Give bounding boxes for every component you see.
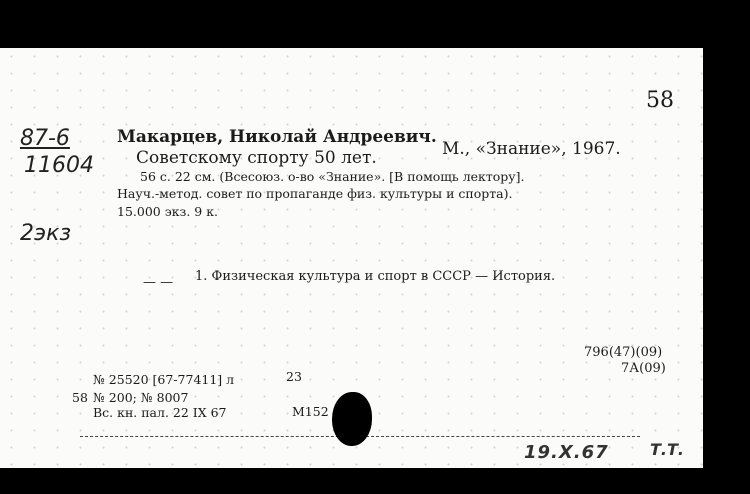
registration-line-1: № 25520 [67-77411] л — [93, 372, 235, 387]
registration-line-2: № 200; № 8007 — [93, 390, 189, 405]
bottom-black-border — [0, 468, 750, 494]
page-number: 58 — [646, 88, 674, 113]
subject-dash: — — — [143, 275, 174, 290]
registration-line-3: Вс. кн. пал. 22 IX 67 — [93, 405, 227, 420]
handwritten-shelfmark-top: 87-6 — [20, 126, 70, 151]
classification-number-2: 7А(09) — [621, 361, 666, 376]
author-heading: Макарцев, Николай Андреевич. — [117, 127, 437, 147]
handwritten-date: 19.X.67 — [524, 442, 609, 463]
registration-line-3-code: М152 — [292, 404, 329, 419]
series-line: Науч.-метод. совет по пропаганде физ. культуры и спорта). — [117, 186, 513, 201]
physical-description: 56 с. 22 см. (Всесоюз. о-во «Знание». [В помощь лектору]. — [140, 169, 525, 184]
classification-number-1: 796(47)(09) — [584, 345, 663, 360]
subject-heading: 1. Физическая культура и спорт в СССР — История. — [195, 269, 556, 284]
handwritten-copies-note: 2экз — [20, 221, 72, 246]
imprint-line: М., «Знание», 1967. — [442, 139, 621, 159]
ink-blot — [332, 392, 372, 446]
registration-line-1-number: 23 — [286, 369, 302, 384]
right-black-border — [703, 40, 750, 494]
registration-line-2-prefix: 58 — [72, 390, 88, 405]
handwritten-shelfmark-bottom: 11604 — [24, 153, 94, 178]
handwritten-initials: Т.Т. — [650, 440, 684, 459]
title-line: Советскому спорту 50 лет. — [136, 148, 377, 168]
top-black-border — [0, 0, 750, 48]
copies-and-price: 15.000 экз. 9 к. — [117, 204, 219, 219]
